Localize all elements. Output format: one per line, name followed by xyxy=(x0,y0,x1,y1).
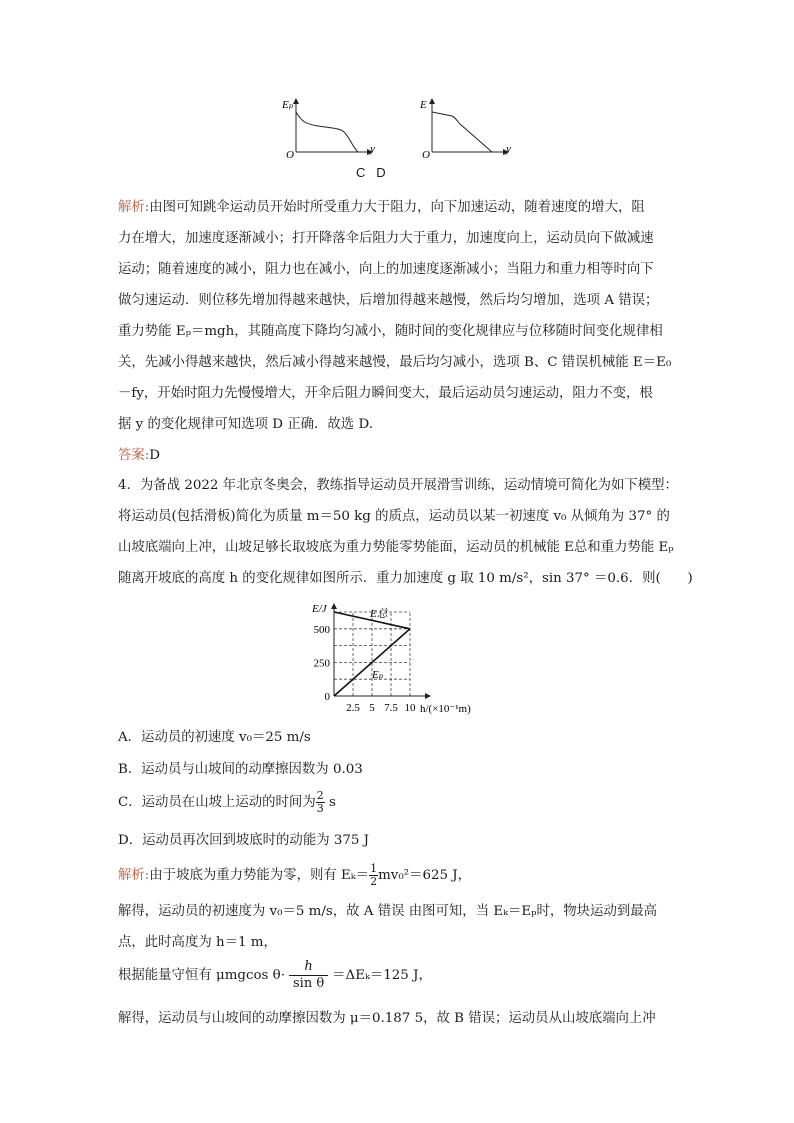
graph-d-ylabel: E xyxy=(420,99,427,111)
option-c-fraction: $\frac{2}{3}$ xyxy=(316,789,324,815)
y-tick-label: 0 xyxy=(324,691,330,703)
analysis3-label: 解析: xyxy=(118,200,150,215)
analysis4-label: 解析: xyxy=(118,868,150,883)
answer3-value: D xyxy=(149,448,161,463)
chart-grid xyxy=(334,612,410,696)
energy-chart xyxy=(300,598,500,722)
chart-x-arrow xyxy=(425,693,431,699)
option-d: D．运动员再次回到坡底时的动能为 375 J xyxy=(118,833,370,848)
analysis3-line6: 关，先减小得越来越快，然后减小得越来越慢，最后均匀减小，选项 B、C 错误机械能 E＝E₀ xyxy=(118,355,672,370)
analysis4-line5: 解得，运动员与山坡间的动摩擦因数为 μ＝0.187 5，故 B 错误；运动员从山坡底端向上冲 xyxy=(118,1011,656,1026)
x-tick-label: 10 xyxy=(404,702,416,714)
question4-line1: 4．为备战 2022 年北京冬奥会，教练指导运动员开展滑雪训练，运动情境可简化为如下模型： xyxy=(118,478,678,493)
graph-c-ylabel: Eₚ xyxy=(282,99,294,111)
x-tick-label: 5 xyxy=(369,702,375,714)
graph-d-y-arrow xyxy=(429,98,435,104)
analysis3-line4: 做匀速运动．则位移先增加得越来越快，后增加得越来越慢，然后均匀增加，选项 A 错误； xyxy=(118,293,659,308)
graph-c-origin: O xyxy=(286,149,294,160)
analysis4-line1: 解析:由于坡底为重力势能为零，则有 Eₖ＝ $\frac{1}{2}$ mv₀²＝625 J， xyxy=(118,862,472,888)
analysis3-line8: 据 y 的变化规律可知选项 D 正确．故选 D. xyxy=(118,417,373,432)
analysis4-fraction-h: $\frac{h}{\text{sin θ}}$ xyxy=(289,959,328,992)
graph-c-y-arrow xyxy=(293,98,299,104)
analysis3-line1: 解析:由图可知跳伞运动员开始时所受重力大于阻力，向下加速运动，随着速度的增大，阻 xyxy=(118,200,645,215)
graph-c xyxy=(278,94,388,160)
series-label-etotal: E总 xyxy=(370,608,388,620)
chart-xlabel: h/(×10⁻¹m) xyxy=(420,703,471,715)
graph-d-origin: O xyxy=(422,149,430,160)
question4-line2: 将运动员(包括滑板)简化为质量 m＝50 kg 的质点，运动员以某一初速度 v₀ 从倾角为 37° 的 xyxy=(118,509,670,524)
analysis3-line5: 重力势能 Eₚ＝mgh，其随高度下降均匀减小，随时间的变化规律应与位移随时间变化规律相 xyxy=(118,324,663,339)
analysis3-line7: －fy，开始时阻力先慢慢增大，开伞后阻力瞬间变大，最后运动员匀速运动，阻力不变，根 xyxy=(118,386,653,401)
option-a: A．运动员的初速度 v₀＝25 m/s xyxy=(118,730,311,745)
question4-line4: 随离开坡底的高度 h 的变化规律如图所示．重力加速度 g 取 10 m/s²，sin 37° ＝0.6．则( ) xyxy=(118,571,693,586)
chart-y-arrow xyxy=(331,603,337,609)
graphs-caption: C D xyxy=(356,165,386,180)
y-tick-label: 250 xyxy=(313,657,330,670)
answer3-label: 答案: xyxy=(118,448,150,463)
analysis4-fraction-half: $\frac{1}{2}$ xyxy=(370,862,378,888)
x-tick-label: 2.5 xyxy=(346,702,360,714)
series-label-ep: Eₚ xyxy=(372,669,384,681)
analysis4-line3: 点，此时高度为 h＝1 m， xyxy=(118,935,277,950)
x-tick-label: 7.5 xyxy=(384,702,398,714)
graph-c-curve xyxy=(296,112,358,152)
y-tick-label: 500 xyxy=(313,623,330,636)
analysis3-line2: 力在增大，加速度逐渐减小；打开降落伞后阻力大于重力，加速度向上，运动员向下做减速 xyxy=(118,231,654,246)
analysis4-line2: 解得，运动员的初速度为 v₀＝5 m/s，故 A 错误 由图可知，当 Eₖ＝Eₚ时，物块运动到最高 xyxy=(118,904,658,919)
chart-ylabel: E/J xyxy=(312,603,327,615)
option-c: C．运动员在山坡上运动的时间为 $\frac{2}{3}$ s xyxy=(118,789,336,815)
analysis3-line3: 运动；随着速度的减小，阻力也在减小，向上的加速度逐渐减小；当阻力和重力相等时向下 xyxy=(118,262,654,277)
graph-c-xlabel: y xyxy=(370,143,375,155)
graph-d xyxy=(414,94,524,160)
analysis4-line4: 根据能量守恒有 μmgcos θ· $\frac{h}{\text{sin θ}}$ ＝ΔEₖ＝125 J， xyxy=(118,959,432,991)
question4-line3: 山坡底端向上冲，山坡足够长取坡底为重力势能零势能面，运动员的机械能 E总和重力势能 Eₚ xyxy=(118,540,674,555)
graph-d-curve xyxy=(432,112,492,152)
graph-d-xlabel: y xyxy=(506,143,511,155)
answer3 xyxy=(118,447,160,465)
option-b: B．运动员与山坡间的动摩擦因数为 0.03 xyxy=(118,762,363,777)
